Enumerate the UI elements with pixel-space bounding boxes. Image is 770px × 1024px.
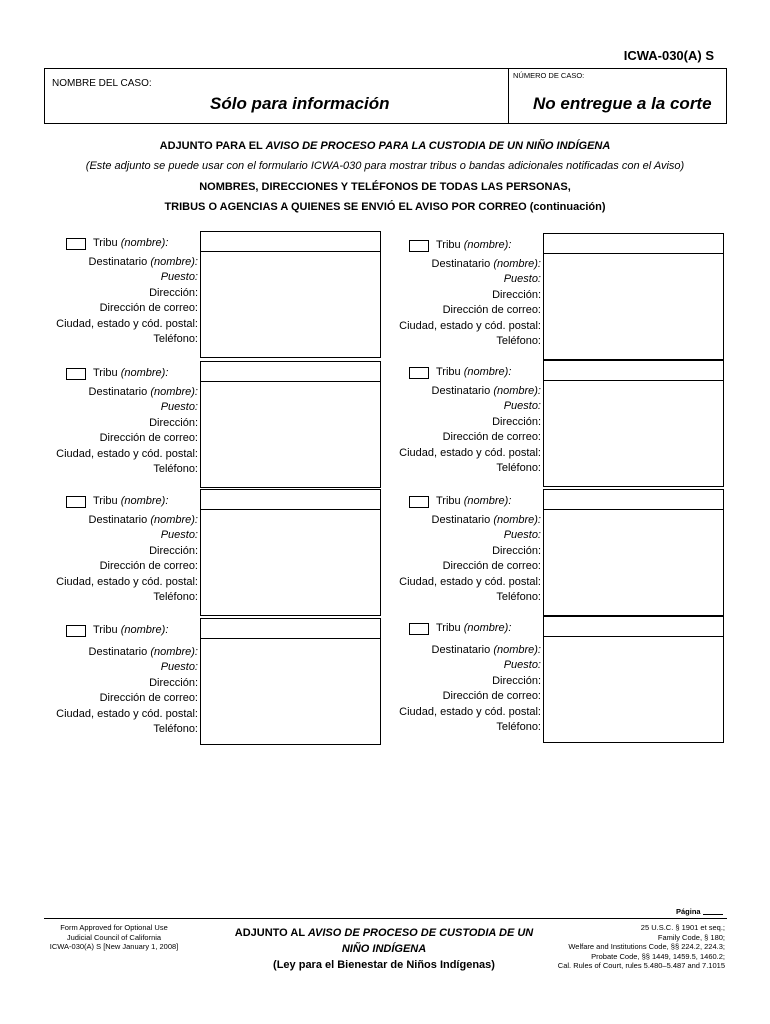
position-label: Puesto: xyxy=(160,661,198,673)
tribe-entry xyxy=(395,616,743,738)
recipient-details-field[interactable] xyxy=(543,509,724,616)
tribe-label: Tribu (nombre): xyxy=(93,495,169,507)
recipient-details-field[interactable] xyxy=(200,638,381,745)
tribe-entry xyxy=(395,233,743,355)
address-label: Dirección: xyxy=(149,677,198,689)
city-state-zip-label: Ciudad, estado y cód. postal: xyxy=(56,708,198,720)
recipient-details-field[interactable] xyxy=(200,509,381,616)
recipient-label: Destinatario (nombre): xyxy=(88,386,198,398)
approval-line: ICWA-030(A) S [New January 1, 2008] xyxy=(49,942,179,951)
section-heading-line1: NOMBRES, DIRECCIONES Y TELÉFONOS DE TODAS LAS PERSONAS, xyxy=(199,181,571,193)
case-number-label: NÚMERO DE CASO: xyxy=(513,71,585,80)
tribe-checkbox[interactable] xyxy=(66,496,86,508)
mailing-address-label: Dirección de correo: xyxy=(99,560,198,572)
tribe-checkbox[interactable] xyxy=(66,238,86,250)
position-label: Puesto: xyxy=(503,400,541,412)
recipient-details-field[interactable] xyxy=(543,636,724,743)
tribe-checkbox[interactable] xyxy=(409,623,429,635)
city-state-zip-label: Ciudad, estado y cód. postal: xyxy=(399,447,541,459)
form-number: ICWA-030(A) S xyxy=(623,48,714,63)
mailing-address-label: Dirección de correo: xyxy=(442,560,541,572)
recipient-details-field[interactable] xyxy=(200,381,381,488)
form-title: ADJUNTO PARA EL AVISO DE PROCESO PARA LA CUSTODIA DE UN NIÑO INDÍGENA xyxy=(159,140,611,152)
position-label: Puesto: xyxy=(503,529,541,541)
phone-label: Teléfono: xyxy=(153,463,198,475)
address-label: Dirección: xyxy=(149,287,198,299)
address-label: Dirección: xyxy=(492,416,541,428)
city-state-zip-label: Ciudad, estado y cód. postal: xyxy=(56,448,198,460)
tribe-name-field[interactable] xyxy=(543,233,724,254)
mailing-address-label: Dirección de correo: xyxy=(442,690,541,702)
tribe-name-field[interactable] xyxy=(543,616,724,637)
tribe-checkbox[interactable] xyxy=(66,625,86,637)
mailing-address-label: Dirección de correo: xyxy=(99,692,198,704)
tribe-checkbox[interactable] xyxy=(409,240,429,252)
phone-label: Teléfono: xyxy=(153,333,198,345)
address-label: Dirección: xyxy=(492,289,541,301)
legal-citations xyxy=(540,923,725,971)
form-approval-note xyxy=(44,923,184,952)
tribe-name-field[interactable] xyxy=(543,489,724,510)
position-label: Puesto: xyxy=(503,273,541,285)
city-state-zip-label: Ciudad, estado y cód. postal: xyxy=(399,706,541,718)
tribe-checkbox[interactable] xyxy=(409,367,429,379)
mailing-address-label: Dirección de correo: xyxy=(442,431,541,443)
do-not-file-notice: No entregue a la corte xyxy=(533,94,712,113)
phone-label: Teléfono: xyxy=(496,462,541,474)
tribe-name-field[interactable] xyxy=(200,489,381,510)
recipient-label: Destinatario (nombre): xyxy=(431,258,541,270)
tribe-entry xyxy=(52,231,400,353)
recipient-details-field[interactable] xyxy=(200,251,381,358)
tribe-entry xyxy=(52,361,400,483)
approval-line: Form Approved for Optional Use xyxy=(60,923,168,932)
recipient-label: Destinatario (nombre): xyxy=(431,385,541,397)
info-only-notice: Sólo para información xyxy=(210,94,390,113)
tribe-entry xyxy=(52,618,400,740)
address-label: Dirección: xyxy=(149,545,198,557)
footer-divider xyxy=(44,918,727,919)
phone-label: Teléfono: xyxy=(496,591,541,603)
recipient-details-field[interactable] xyxy=(543,380,724,487)
city-state-zip-label: Ciudad, estado y cód. postal: xyxy=(399,576,541,588)
city-state-zip-label: Ciudad, estado y cód. postal: xyxy=(56,576,198,588)
position-label: Puesto: xyxy=(160,271,198,283)
tribe-name-field[interactable] xyxy=(200,618,381,639)
address-label: Dirección: xyxy=(492,545,541,557)
tribe-label: Tribu (nombre): xyxy=(93,624,169,636)
phone-label: Teléfono: xyxy=(153,723,198,735)
citation-line: Probate Code, §§ 1449, 1459.5, 1460.2; xyxy=(591,951,725,961)
page-label: Página xyxy=(676,907,701,916)
recipient-label: Destinatario (nombre): xyxy=(431,644,541,656)
case-name-label: NOMBRE DEL CASO: xyxy=(52,78,152,89)
tribe-label: Tribu (nombre): xyxy=(436,495,512,507)
mailing-address-label: Dirección de correo: xyxy=(99,432,198,444)
page-number-field[interactable] xyxy=(703,914,723,915)
tribe-entry xyxy=(395,489,743,611)
phone-label: Teléfono: xyxy=(496,335,541,347)
mailing-address-label: Dirección de correo: xyxy=(442,304,541,316)
section-heading-line2: TRIBUS O AGENCIAS A QUIENES SE ENVIÓ EL AVISO POR CORREO (continuación) xyxy=(164,201,606,213)
form-subtitle: (Este adjunto se puede usar con el formulario ICWA-030 para mostrar tribus o bandas adicionales notificadas con el Aviso) xyxy=(85,160,685,172)
recipient-label: Destinatario (nombre): xyxy=(88,646,198,658)
position-label: Puesto: xyxy=(160,401,198,413)
position-label: Puesto: xyxy=(160,529,198,541)
recipient-details-field[interactable] xyxy=(543,253,724,360)
citation-line: Welfare and Institutions Code, §§ 224.2, 224.3; xyxy=(568,942,725,951)
tribe-checkbox[interactable] xyxy=(66,368,86,380)
approval-line: Judicial Council of California xyxy=(66,932,162,942)
recipient-label: Destinatario (nombre): xyxy=(88,514,198,526)
city-state-zip-label: Ciudad, estado y cód. postal: xyxy=(56,318,198,330)
tribe-label: Tribu (nombre): xyxy=(436,366,512,378)
tribe-name-field[interactable] xyxy=(200,231,381,252)
tribe-name-field[interactable] xyxy=(200,361,381,382)
address-label: Dirección: xyxy=(149,417,198,429)
phone-label: Teléfono: xyxy=(496,721,541,733)
tribe-label: Tribu (nombre): xyxy=(436,622,512,634)
tribe-label: Tribu (nombre): xyxy=(436,239,512,251)
recipient-label: Destinatario (nombre): xyxy=(88,256,198,268)
address-label: Dirección: xyxy=(492,675,541,687)
position-label: Puesto: xyxy=(503,659,541,671)
tribe-checkbox[interactable] xyxy=(409,496,429,508)
tribe-label: Tribu (nombre): xyxy=(93,237,169,249)
citation-line: Cal. Rules of Court, rules 5.480–5.487 and 7.1015 xyxy=(557,961,725,970)
citation-line: 25 U.S.C. § 1901 et seq.; xyxy=(640,923,725,932)
footer-title: ADJUNTO AL AVISO DE PROCESO DE CUSTODIA DE UN NIÑO INDÍGENA (Ley para el Bienestar de Niños Indígenas) xyxy=(234,927,534,971)
city-state-zip-label: Ciudad, estado y cód. postal: xyxy=(399,320,541,332)
tribe-label: Tribu (nombre): xyxy=(93,367,169,379)
header-divider xyxy=(508,68,509,124)
citation-line: Family Code, § 180; xyxy=(657,932,725,942)
tribe-entry xyxy=(395,360,743,482)
tribe-entry xyxy=(52,489,400,611)
tribe-name-field[interactable] xyxy=(543,360,724,381)
mailing-address-label: Dirección de correo: xyxy=(99,302,198,314)
recipient-label: Destinatario (nombre): xyxy=(431,514,541,526)
phone-label: Teléfono: xyxy=(153,591,198,603)
